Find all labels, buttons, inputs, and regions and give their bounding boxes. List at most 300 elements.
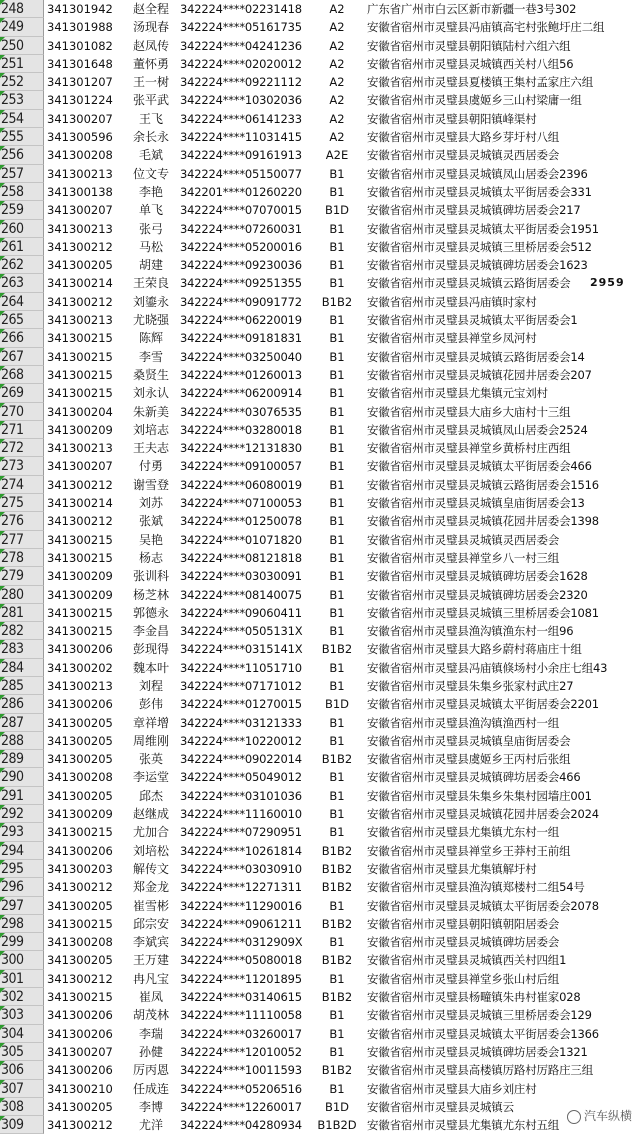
record-code-cell: 341300215 <box>47 550 113 565</box>
holder-name-cell: 郑金龙 <box>132 880 169 895</box>
record-code-cell: 341300209 <box>47 807 113 822</box>
record-code-cell: 341300205 <box>47 715 113 730</box>
table-row <box>0 403 641 421</box>
row-number-cell[interactable]: 251 <box>0 55 44 73</box>
holder-name-cell: 刘培松 <box>132 843 169 858</box>
table-row <box>0 146 641 164</box>
id-number-cell: 342224****01270015 <box>180 697 302 712</box>
table-row <box>0 823 641 841</box>
holder-name-cell: 厉丙恩 <box>132 1063 169 1078</box>
record-code-cell: 341300138 <box>47 184 113 199</box>
row-number-cell[interactable]: 283 <box>0 640 44 658</box>
row-number-cell[interactable]: 300 <box>0 951 44 969</box>
table-row <box>0 622 641 640</box>
record-code-cell: 341301224 <box>47 93 113 108</box>
row-number-cell[interactable]: 296 <box>0 878 44 896</box>
license-class-cell: B1B2 <box>321 916 353 931</box>
row-number-cell[interactable]: 256 <box>0 146 44 164</box>
holder-name-cell: 李斌宾 <box>132 935 169 950</box>
table-row <box>0 1061 641 1079</box>
record-code-cell: 341300213 <box>47 221 113 236</box>
table-row <box>0 348 641 366</box>
table-row <box>0 457 641 475</box>
row-number-cell[interactable]: 262 <box>0 256 44 274</box>
row-number-cell[interactable]: 258 <box>0 183 44 201</box>
address-cell: 安徽省宿州市灵璧县杨疃镇朱冉村崔家028 <box>367 990 581 1005</box>
row-number-cell[interactable]: 291 <box>0 787 44 805</box>
table-row <box>0 604 641 622</box>
holder-name-cell: 冉凡宝 <box>132 971 169 986</box>
id-number-cell: 342224****05206516 <box>180 1081 302 1096</box>
holder-name-cell: 李博 <box>138 1099 163 1114</box>
table-row <box>0 274 641 292</box>
id-number-cell: 342224****12271311 <box>180 880 302 895</box>
id-number-cell: 342224****09022014 <box>180 752 302 767</box>
id-number-cell: 342224****03030091 <box>180 569 302 584</box>
row-number-cell[interactable]: 298 <box>0 915 44 933</box>
address-cell: 安徽省宿州市灵璧县灵城镇云路街居委会1516 <box>367 477 599 492</box>
holder-name-cell: 胡建 <box>138 258 163 273</box>
license-class-cell: B1 <box>329 770 345 785</box>
row-number-cell[interactable]: 270 <box>0 403 44 421</box>
row-number-cell[interactable]: 295 <box>0 860 44 878</box>
id-number-cell: 342224****11201895 <box>180 971 302 986</box>
id-number-cell: 342224****07290951 <box>180 825 302 840</box>
holder-name-cell: 陈辉 <box>138 331 163 346</box>
license-class-cell: B1 <box>329 605 345 620</box>
license-class-cell: B1B2 <box>321 880 353 895</box>
row-number-cell[interactable]: 280 <box>0 586 44 604</box>
id-number-cell: 342224****05080018 <box>180 953 302 968</box>
row-number-cell[interactable]: 286 <box>0 695 44 713</box>
address-cell: 安徽省宿州市灵璧县冯庙镇高宅村张鲍圩庄二组 <box>367 20 605 35</box>
id-number-cell: 342224****03280018 <box>180 422 302 437</box>
overflow-text: 2959 <box>590 276 625 290</box>
table-row <box>0 1025 641 1043</box>
address-cell: 安徽省宿州市灵璧县朝阳镇朝阳居委会 <box>367 916 560 931</box>
license-class-cell: B1 <box>329 459 345 474</box>
row-number-cell[interactable]: 274 <box>0 476 44 494</box>
watermark-logo-icon <box>567 1110 581 1124</box>
row-number-cell[interactable]: 267 <box>0 348 44 366</box>
id-number-cell: 342224****10011593 <box>180 1063 302 1078</box>
holder-name-cell: 尤加合 <box>132 825 169 840</box>
id-number-cell: 342224****04280934 <box>180 1118 302 1133</box>
id-number-cell: 342224****11160010 <box>180 807 302 822</box>
record-code-cell: 341300215 <box>47 916 113 931</box>
id-number-cell: 342224****11290016 <box>180 898 302 913</box>
id-number-cell: 342224****07070015 <box>180 203 302 218</box>
record-code-cell: 341300205 <box>47 788 113 803</box>
row-number-cell[interactable]: 306 <box>0 1061 44 1079</box>
id-number-cell: 342224****0505131X <box>180 624 303 639</box>
holder-name-cell: 王飞 <box>138 111 163 126</box>
holder-name-cell: 付勇 <box>138 459 163 474</box>
address-cell: 安徽省宿州市灵璧县灵城镇凤山居委会2524 <box>367 422 588 437</box>
license-class-cell: A2 <box>329 56 345 71</box>
holder-name-cell: 王夫志 <box>132 441 169 456</box>
holder-name-cell: 杨芝林 <box>132 587 169 602</box>
license-class-cell: A2 <box>329 20 345 35</box>
id-number-cell: 342224****06141233 <box>180 111 302 126</box>
table-row <box>0 293 641 311</box>
id-number-cell: 342224****09061211 <box>180 916 302 931</box>
license-class-cell: B1B2 <box>321 642 353 657</box>
row-number-cell[interactable]: 290 <box>0 768 44 786</box>
row-number-cell[interactable]: 308 <box>0 1098 44 1116</box>
holder-name-cell: 邱宗安 <box>132 916 169 931</box>
row-number-cell[interactable]: 276 <box>0 512 44 530</box>
address-cell: 安徽省宿州市灵璧县灵城镇碑坊居委会466 <box>367 770 581 785</box>
license-class-cell: B1 <box>329 184 345 199</box>
table-row <box>0 1006 641 1024</box>
license-class-cell: B1 <box>329 587 345 602</box>
row-number-cell[interactable]: 288 <box>0 732 44 750</box>
table-row <box>0 439 641 457</box>
holder-name-cell: 刘苏 <box>138 496 163 511</box>
row-number-cell[interactable]: 264 <box>0 293 44 311</box>
table-row <box>0 1043 641 1061</box>
address-cell: 安徽省宿州市灵璧县灵城镇三里桥居委会129 <box>367 1008 592 1023</box>
license-class-cell: B1 <box>329 496 345 511</box>
table-row <box>0 494 641 512</box>
row-number-cell[interactable]: 269 <box>0 384 44 402</box>
table-row <box>0 421 641 439</box>
row-number-cell[interactable]: 248 <box>0 0 44 18</box>
license-class-cell: B1 <box>329 514 345 529</box>
row-number-cell[interactable]: 254 <box>0 110 44 128</box>
holder-name-cell: 桑贤生 <box>132 367 169 382</box>
row-number-cell[interactable]: 301 <box>0 970 44 988</box>
holder-name-cell: 谢雪登 <box>132 477 169 492</box>
record-code-cell: 341300212 <box>47 1118 113 1133</box>
address-cell: 安徽省宿州市灵璧县渔沟镇郑楼村二组54号 <box>367 880 585 895</box>
row-number-cell[interactable]: 307 <box>0 1080 44 1098</box>
table-row <box>0 567 641 585</box>
row-number-cell[interactable]: 261 <box>0 238 44 256</box>
row-number-cell[interactable]: 289 <box>0 750 44 768</box>
row-number-cell[interactable]: 293 <box>0 823 44 841</box>
record-code-cell: 341300213 <box>47 678 113 693</box>
table-row <box>0 37 641 55</box>
id-number-cell: 342224****09161913 <box>180 148 302 163</box>
row-number-cell[interactable]: 305 <box>0 1043 44 1061</box>
record-code-cell: 341300215 <box>47 331 113 346</box>
holder-name-cell: 赵全程 <box>132 2 169 16</box>
record-code-cell: 341300205 <box>47 953 113 968</box>
table-row <box>0 311 641 329</box>
license-class-cell: A2 <box>329 38 345 53</box>
table-row <box>0 238 641 256</box>
license-class-cell: A2 <box>329 111 345 126</box>
record-code-cell: 341300206 <box>47 843 113 858</box>
row-number-cell[interactable]: 275 <box>0 494 44 512</box>
record-code-cell: 341300202 <box>47 660 113 675</box>
license-class-cell: B1B2 <box>321 843 353 858</box>
row-number-cell[interactable]: 273 <box>0 457 44 475</box>
license-class-cell: A2 <box>329 75 345 90</box>
record-code-cell: 341300208 <box>47 935 113 950</box>
license-class-cell: B1 <box>329 367 345 382</box>
row-number-cell[interactable]: 260 <box>0 220 44 238</box>
row-number-cell[interactable]: 285 <box>0 677 44 695</box>
record-code-cell: 341300207 <box>47 1044 113 1059</box>
record-code-cell: 341301207 <box>47 75 113 90</box>
row-number-cell[interactable]: 259 <box>0 201 44 219</box>
id-number-cell: 342224****12260017 <box>180 1099 302 1114</box>
row-number-cell[interactable]: 257 <box>0 165 44 183</box>
address-cell: 安徽省宿州市灵璧县渔沟镇渔西村一组 <box>367 715 560 730</box>
holder-name-cell: 单飞 <box>138 203 163 218</box>
holder-name-cell: 刘鎏永 <box>132 294 169 309</box>
address-cell: 安徽省宿州市灵璧县灵城镇云路街居委会 <box>367 276 571 291</box>
id-number-cell: 342224****01071820 <box>180 532 302 547</box>
row-number-cell[interactable]: 277 <box>0 531 44 549</box>
id-number-cell: 342224****07100053 <box>180 496 302 511</box>
table-row <box>0 915 641 933</box>
id-number-cell: 342224****09060411 <box>180 605 302 620</box>
table-row <box>0 640 641 658</box>
record-code-cell: 341300206 <box>47 1026 113 1041</box>
table-row <box>0 329 641 347</box>
id-number-cell: 342224****0312909X <box>180 935 303 950</box>
holder-name-cell: 魏本叶 <box>132 660 169 675</box>
license-class-cell: B1 <box>329 276 345 291</box>
holder-name-cell: 杨志 <box>138 550 163 565</box>
row-number-cell[interactable]: 294 <box>0 842 44 860</box>
row-number-cell[interactable]: 282 <box>0 622 44 640</box>
license-class-cell: B1 <box>329 971 345 986</box>
license-class-cell: B1 <box>329 825 345 840</box>
row-number-cell[interactable]: 253 <box>0 91 44 109</box>
record-code-cell: 341300205 <box>47 1099 113 1114</box>
row-number-cell[interactable]: 272 <box>0 439 44 457</box>
holder-name-cell: 周维刚 <box>132 733 169 748</box>
row-number-cell[interactable]: 266 <box>0 329 44 347</box>
id-number-cell: 342224****02020012 <box>180 56 302 71</box>
row-number-cell[interactable]: 250 <box>0 37 44 55</box>
table-row <box>0 1098 641 1116</box>
holder-name-cell: 朱新美 <box>132 404 169 419</box>
id-number-cell: 342224****10302036 <box>180 93 302 108</box>
record-code-cell: 341301942 <box>47 2 113 16</box>
holder-name-cell: 刘培志 <box>132 422 169 437</box>
address-cell: 安徽省宿州市灵璧县禅堂乡八一村三组 <box>367 550 560 565</box>
record-code-cell: 341300213 <box>47 441 113 456</box>
address-cell: 安徽省宿州市灵璧县灵城镇太平街居委会331 <box>367 184 592 199</box>
record-code-cell: 341300209 <box>47 569 113 584</box>
watermark: 汽车纵横 <box>564 1107 635 1124</box>
holder-name-cell: 崔雪彬 <box>132 898 169 913</box>
record-code-cell: 341301988 <box>47 20 113 35</box>
record-code-cell: 341300215 <box>47 386 113 401</box>
table-row <box>0 677 641 695</box>
record-code-cell: 341300208 <box>47 148 113 163</box>
address-cell: 安徽省宿州市灵璧县朱集乡张家村武庄27 <box>367 678 574 693</box>
table-row <box>0 1116 641 1134</box>
table-row <box>0 1080 641 1098</box>
record-code-cell: 341300213 <box>47 313 113 328</box>
row-number-cell[interactable]: 278 <box>0 549 44 567</box>
row-number-cell[interactable]: 297 <box>0 897 44 915</box>
id-number-cell: 342224****01250078 <box>180 514 302 529</box>
address-cell: 安徽省宿州市灵璧县虞姬乡三山村梁庸一组 <box>367 93 582 108</box>
row-number-cell[interactable]: 302 <box>0 988 44 1006</box>
table-row <box>0 73 641 91</box>
record-code-cell: 341300204 <box>47 404 113 419</box>
table-row <box>0 750 641 768</box>
table-row <box>0 695 641 713</box>
license-class-cell: B1 <box>329 477 345 492</box>
address-cell: 安徽省宿州市灵璧县灵城镇碑坊居委会2320 <box>367 587 588 602</box>
address-cell: 安徽省宿州市灵璧县灵城镇三里桥居委会1081 <box>367 605 599 620</box>
record-code-cell: 341300212 <box>47 514 113 529</box>
id-number-cell: 342224****09100057 <box>180 459 302 474</box>
id-number-cell: 342224****03101036 <box>180 788 302 803</box>
address-cell: 安徽省宿州市灵璧县灵城镇太平街居委会1 <box>367 313 578 328</box>
table-row <box>0 55 641 73</box>
license-class-cell: B1 <box>329 569 345 584</box>
address-cell: 安徽省宿州市灵璧县夏楼镇王集村孟家庄六组 <box>367 75 593 90</box>
holder-name-cell: 吴艳 <box>138 532 163 547</box>
table-row <box>0 787 641 805</box>
address-cell: 安徽省宿州市灵璧县灵城镇太平街居委会2201 <box>367 697 599 712</box>
record-code-cell: 341300215 <box>47 624 113 639</box>
row-number-cell[interactable]: 249 <box>0 18 44 36</box>
license-class-cell: B1 <box>329 386 345 401</box>
row-number-cell[interactable]: 287 <box>0 714 44 732</box>
address-cell: 安徽省宿州市灵璧县灵城镇花园井居委会1398 <box>367 514 599 529</box>
license-class-cell: B1 <box>329 678 345 693</box>
address-cell: 广东省广州市白云区新市新疆一巷3号302 <box>367 2 577 16</box>
address-cell: 安徽省宿州市灵璧县灵城镇太平街居委会2078 <box>367 898 599 913</box>
table-row <box>0 0 641 18</box>
record-code-cell: 341300214 <box>47 276 113 291</box>
id-number-cell: 342224****11110058 <box>180 1008 302 1023</box>
id-number-cell: 342224****08121818 <box>180 550 302 565</box>
holder-name-cell: 邱杰 <box>138 788 163 803</box>
holder-name-cell: 张英 <box>138 752 163 767</box>
holder-name-cell: 李瑞 <box>138 1026 163 1041</box>
row-number-cell[interactable]: 284 <box>0 659 44 677</box>
address-cell: 安徽省宿州市灵璧县渔沟镇渔东村一组96 <box>367 624 574 639</box>
license-class-cell: B1B2 <box>321 1063 353 1078</box>
id-number-cell: 342224****09251355 <box>180 276 302 291</box>
holder-name-cell: 王万建 <box>132 953 169 968</box>
address-cell: 安徽省宿州市灵璧县尤集镇尤东村五组 <box>367 1118 560 1133</box>
license-class-cell: B1 <box>329 935 345 950</box>
license-class-cell: B1 <box>329 733 345 748</box>
row-number-cell[interactable]: 292 <box>0 805 44 823</box>
record-code-cell: 341300206 <box>47 1008 113 1023</box>
holder-name-cell: 尤晓强 <box>132 313 169 328</box>
record-code-cell: 341300215 <box>47 532 113 547</box>
id-number-cell: 342224****03250040 <box>180 349 302 364</box>
address-cell: 安徽省宿州市灵璧县灵城镇碑坊居委会217 <box>367 203 581 218</box>
id-number-cell: 342224****10220012 <box>180 733 302 748</box>
row-number-cell[interactable]: 281 <box>0 604 44 622</box>
table-row <box>0 476 641 494</box>
record-code-cell: 341300207 <box>47 111 113 126</box>
license-class-cell: B1D <box>324 697 350 712</box>
table-row <box>0 366 641 384</box>
record-code-cell: 341300206 <box>47 697 113 712</box>
address-cell: 安徽省宿州市灵璧县灵城镇灵西居委会 <box>367 148 560 163</box>
license-class-cell: B1 <box>329 313 345 328</box>
table-row <box>0 842 641 860</box>
holder-name-cell: 张弓 <box>138 221 163 236</box>
row-number-cell[interactable]: 271 <box>0 421 44 439</box>
address-cell: 安徽省宿州市灵璧县灵城镇太平街居委会1366 <box>367 1026 599 1041</box>
address-cell: 安徽省宿州市灵璧县尤集镇解圩村 <box>367 861 537 876</box>
row-number-cell[interactable]: 265 <box>0 311 44 329</box>
holder-name-cell: 崔凤 <box>138 990 163 1005</box>
holder-name-cell: 余长永 <box>132 130 169 145</box>
record-code-cell: 341300205 <box>47 898 113 913</box>
row-number-cell[interactable]: 268 <box>0 366 44 384</box>
table-row <box>0 714 641 732</box>
holder-name-cell: 孙健 <box>138 1044 163 1059</box>
record-code-cell: 341300205 <box>47 733 113 748</box>
address-cell: 安徽省宿州市灵璧县灵城镇云路街居委会14 <box>367 349 585 364</box>
address-cell: 安徽省宿州市灵璧县尤集镇元宝刘村 <box>367 386 548 401</box>
row-number-cell[interactable]: 299 <box>0 933 44 951</box>
id-number-cell: 342224****09221112 <box>180 75 302 90</box>
record-code-cell: 341300213 <box>47 166 113 181</box>
record-code-cell: 341300215 <box>47 825 113 840</box>
row-number-cell[interactable]: 263 <box>0 274 44 292</box>
license-class-cell: B1 <box>329 788 345 803</box>
holder-name-cell: 毛斌 <box>138 148 163 163</box>
address-cell: 安徽省宿州市灵璧县灵城镇碑坊居委会 <box>367 935 560 950</box>
row-number-cell[interactable]: 303 <box>0 1006 44 1024</box>
id-number-cell: 342224****07260031 <box>180 221 302 236</box>
address-cell: 安徽省宿州市灵璧县大路乡芽圩村八组 <box>367 130 560 145</box>
record-code-cell: 341300206 <box>47 642 113 657</box>
row-number-cell[interactable]: 279 <box>0 567 44 585</box>
address-cell: 安徽省宿州市灵璧县尤集镇尤东村一组 <box>367 825 560 840</box>
license-class-cell: B1 <box>329 441 345 456</box>
license-class-cell: B1B2 <box>321 990 353 1005</box>
license-class-cell: B1 <box>329 898 345 913</box>
row-number-cell[interactable]: 255 <box>0 128 44 146</box>
license-class-cell: B1B2 <box>321 294 353 309</box>
record-code-cell: 341300207 <box>47 459 113 474</box>
record-code-cell: 341300215 <box>47 605 113 620</box>
holder-name-cell: 张训科 <box>132 569 169 584</box>
record-code-cell: 341300212 <box>47 880 113 895</box>
address-cell: 安徽省宿州市灵璧县大庙乡刘庄村 <box>367 1081 537 1096</box>
record-code-cell: 341300212 <box>47 239 113 254</box>
address-cell: 安徽省宿州市灵璧县禅堂乡凤河村 <box>367 331 537 346</box>
id-number-cell: 342224****05150077 <box>180 166 302 181</box>
id-number-cell: 342224****11051710 <box>180 660 302 675</box>
address-cell: 安徽省宿州市灵璧县朱集乡朱集村园墙庄001 <box>367 788 592 803</box>
id-number-cell: 342224****08140075 <box>180 587 302 602</box>
table-row <box>0 128 641 146</box>
license-class-cell: B1 <box>329 1044 345 1059</box>
row-number-cell[interactable]: 309 <box>0 1116 44 1134</box>
address-cell: 安徽省宿州市灵璧县灵城镇太平街居委会466 <box>367 459 592 474</box>
table-row <box>0 659 641 677</box>
address-cell: 安徽省宿州市灵璧县灵城镇西关村四组1 <box>367 953 567 968</box>
address-cell: 安徽省宿州市灵璧县虞姬乡王丙村后张组 <box>367 752 571 767</box>
table-row <box>0 897 641 915</box>
id-number-cell: 342224****05161735 <box>180 20 302 35</box>
holder-name-cell: 胡茂林 <box>132 1008 169 1023</box>
row-number-cell[interactable]: 304 <box>0 1025 44 1043</box>
row-number-cell[interactable]: 252 <box>0 73 44 91</box>
